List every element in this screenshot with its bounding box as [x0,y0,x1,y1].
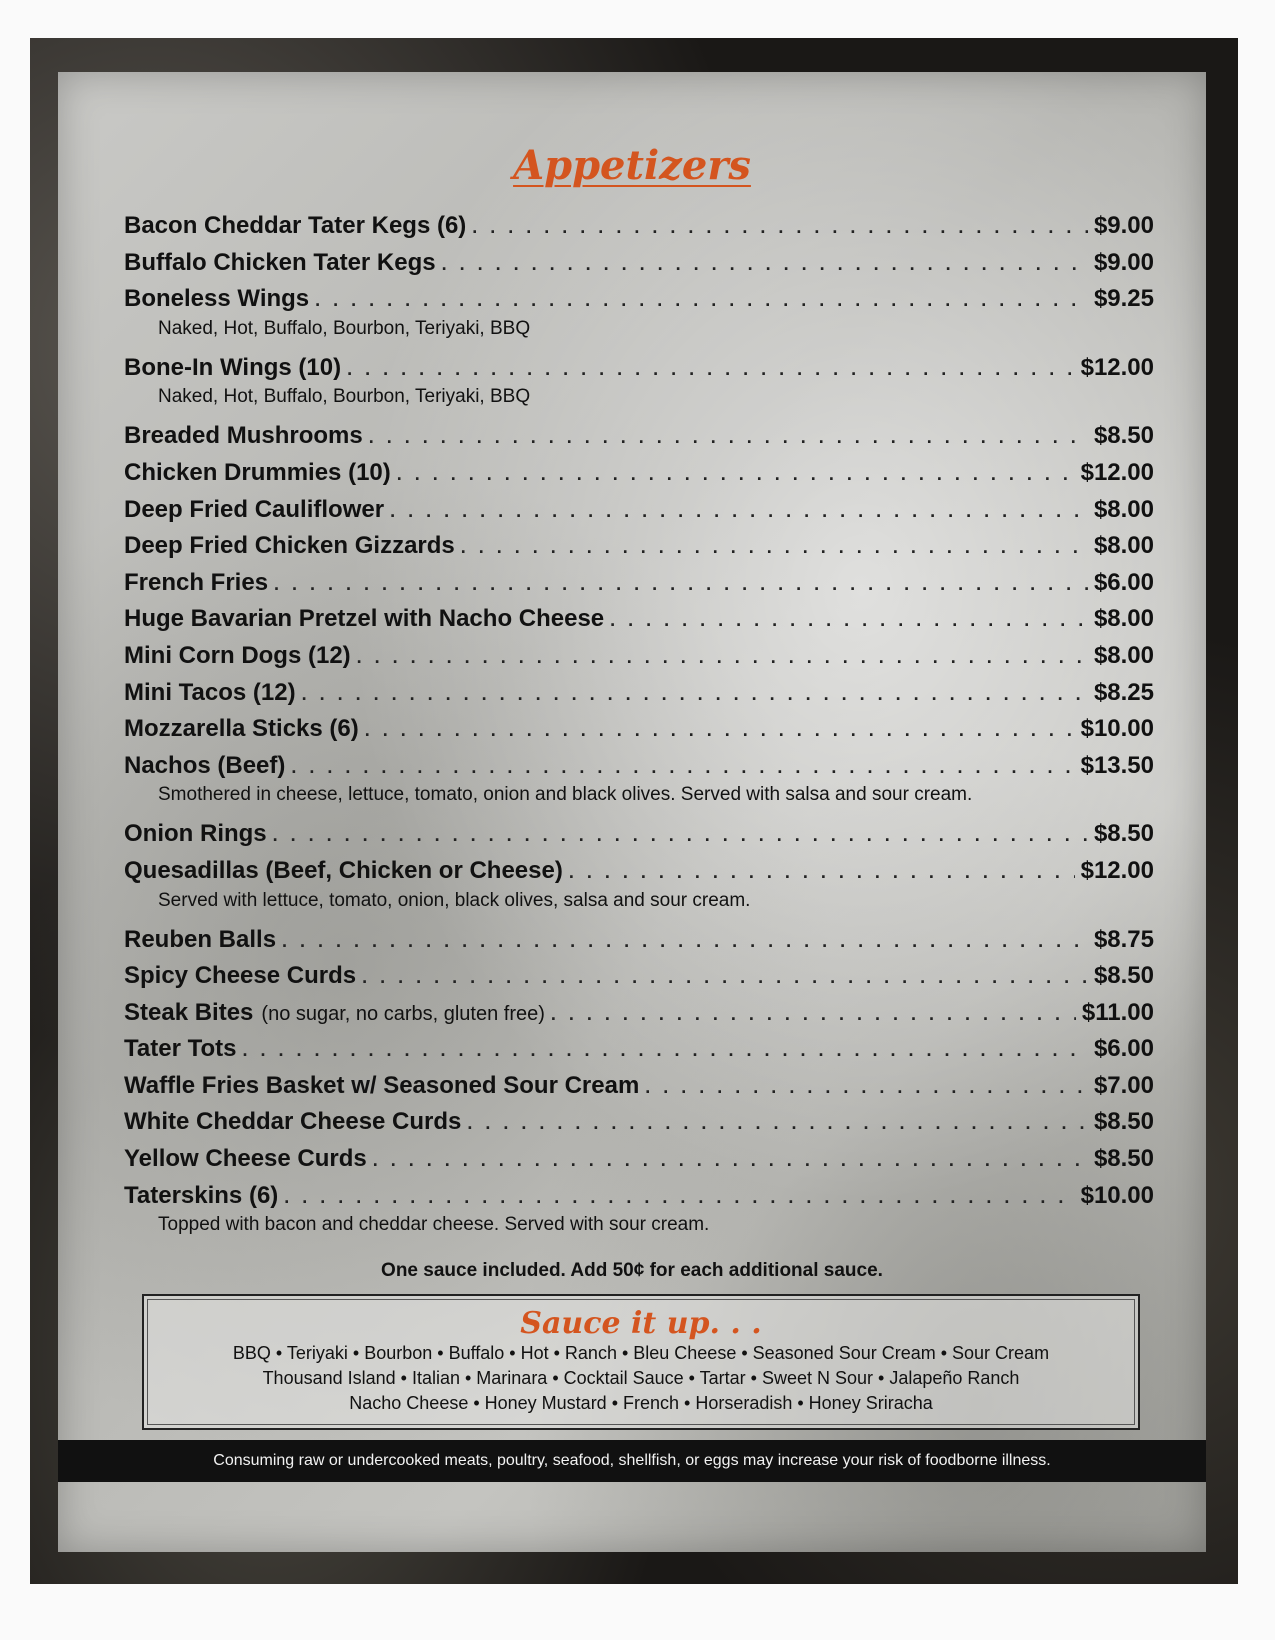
menu-item-name: Breaded Mushrooms [124,422,363,450]
menu-item-price: $8.00 [1093,641,1154,669]
menu-item [124,820,1154,857]
dot-leader [461,537,1088,558]
menu-item-row [124,1035,1154,1072]
menu-item-name: Tater Tots [124,1035,237,1063]
menu-item-name: Boneless Wings [124,285,310,313]
menu-item-price: $8.50 [1093,962,1154,990]
menu-item-name: French Fries [124,568,269,596]
menu-item-row [124,1072,1154,1109]
menu-item-price: $12.00 [1080,458,1154,486]
menu-item [124,999,1154,1036]
menu-item-price: $8.50 [1093,820,1154,848]
dot-leader [373,1150,1088,1171]
menu-item [124,752,1154,815]
dot-leader [467,1113,1088,1134]
menu-item [124,605,1154,642]
page-title: Appetizers [513,142,751,189]
dot-leader [302,684,1088,705]
menu-item-price: $11.00 [1081,998,1154,1026]
menu-item-row [124,642,1154,679]
menu-item-name: Buffalo Chicken Tater Kegs [124,248,436,276]
menu-item [124,496,1154,533]
menu-item-name: Quesadillas (Beef, Chicken or Cheese) [124,856,563,884]
menu-item-price: $6.00 [1093,568,1154,596]
menu-item [124,354,1154,417]
sauce-note: One sauce included. Add 50¢ for each additional sauce. [381,1260,883,1281]
menu-item-row [124,1182,1154,1219]
sauce-box [142,1294,1140,1430]
menu-item [124,1145,1154,1182]
menu-item [124,962,1154,999]
menu-item-price: $7.00 [1093,1071,1154,1099]
menu-item-name: Steak Bites [124,998,254,1026]
menu-item-price: $8.00 [1093,605,1154,633]
sauce-title: Sauce it up. . . [520,1306,762,1341]
dot-leader [610,610,1088,631]
menu-item-row [124,354,1154,391]
dot-leader [357,647,1088,668]
menu-item-price: $8.00 [1093,532,1154,560]
menu-item-name: Yellow Cheese Curds [124,1145,367,1173]
dot-leader [284,1187,1074,1208]
menu-item-description: Topped with bacon and cheddar cheese. Served with sour cream. [158,1214,710,1236]
menu-item-name: Reuben Balls [124,925,277,953]
health-warning-bar: Consuming raw or undercooked meats, poultry, seafood, shellfish, or eggs may increase your risk of foodborne illness. [58,1440,1206,1482]
menu-item-row [124,926,1154,963]
menu-item-name: Onion Rings [124,820,267,848]
menu-item-row [124,962,1154,999]
menu-item-price: $10.00 [1080,1181,1154,1209]
menu-item [124,642,1154,679]
menu-item-price: $12.00 [1080,353,1154,381]
menu-item-price: $6.00 [1093,1035,1154,1063]
menu-item-price: $10.00 [1080,715,1154,743]
menu-item-price: $8.00 [1093,495,1154,523]
menu-item-price: $9.00 [1093,212,1154,239]
dot-leader [242,1040,1087,1061]
menu-item-name: Spicy Cheese Curds [124,962,357,990]
sauce-line: Nacho Cheese • Honey Mustard • French • Horseradish • Honey Sriracha [349,1393,933,1413]
menu-item [124,1035,1154,1072]
menu-item-name: Deep Fried Cauliflower [124,495,385,523]
menu-item-price: $8.50 [1093,1108,1154,1136]
menu-item-row [124,1108,1154,1145]
menu-item-row [124,569,1154,606]
menu-item [124,1182,1154,1245]
menu-item-row [124,459,1154,496]
menu-items-list [124,212,1154,1250]
menu-item [124,422,1154,459]
menu-item [124,679,1154,716]
dot-leader [569,862,1075,883]
menu-item-name: Mozzarella Sticks (6) [124,715,359,743]
dot-leader [362,967,1088,988]
dot-leader [291,757,1074,778]
menu-item-row [124,496,1154,533]
menu-item [124,715,1154,752]
menu-item-name: Bacon Cheddar Tater Kegs (6) [124,212,467,239]
menu-item-price: $8.25 [1093,678,1154,706]
dot-leader [390,501,1088,522]
dot-leader [274,574,1088,595]
menu-item-row [124,285,1154,322]
menu-item-name: Chicken Drummies (10) [124,458,391,486]
menu-item-row [124,857,1154,894]
menu-item-price: $8.50 [1093,422,1154,450]
menu-item-name: Taterskins (6) [124,1181,279,1209]
menu-item [124,926,1154,963]
menu-item [124,212,1154,249]
menu-item-row [124,1145,1154,1182]
menu-item [124,249,1154,286]
dot-leader [397,464,1075,485]
menu-item-description: Served with lettuce, tomato, onion, black olives, salsa and sour cream. [158,889,751,911]
menu-item-note: (no sugar, no carbs, gluten free) [261,1002,545,1025]
dot-leader [369,427,1088,448]
dot-leader [315,290,1088,311]
menu-item [124,569,1154,606]
menu-item-name: Mini Corn Dogs (12) [124,641,351,669]
menu-item-row [124,715,1154,752]
menu-item [124,857,1154,920]
camo-frame [30,38,1238,1584]
menu-item-name: Huge Bavarian Pretzel with Nacho Cheese [124,605,605,633]
dot-leader [645,1077,1088,1098]
menu-item-row [124,422,1154,459]
menu-item [124,459,1154,496]
menu-item [124,532,1154,569]
menu-item-description: Smothered in cheese, lettuce, tomato, onion and black olives. Served with salsa and sour cream. [158,784,973,806]
menu-panel [58,72,1206,1552]
menu-item-name: Deep Fried Chicken Gizzards [124,532,455,560]
menu-item-name: Nachos (Beef) [124,751,286,779]
sauce-line: BBQ • Teriyaki • Bourbon • Buffalo • Hot • Ranch • Bleu Cheese • Seasoned Sour Cream • Sour Cream [232,1343,1050,1363]
menu-item-description: Naked, Hot, Buffalo, Bourbon, Teriyaki, BBQ [158,317,531,339]
menu-item-name: Mini Tacos (12) [124,678,296,706]
menu-item-price: $13.50 [1080,751,1154,779]
menu-item-price: $9.00 [1093,248,1154,276]
menu-item-price: $8.75 [1093,925,1154,953]
menu-item-price: $8.50 [1093,1145,1154,1173]
menu-item-row [124,212,1154,249]
menu-item [124,1108,1154,1145]
menu-item-row [124,679,1154,716]
dot-leader [282,931,1088,952]
menu-item-row [124,532,1154,569]
menu-item-name: White Cheddar Cheese Curds [124,1108,462,1136]
menu-item-price: $9.25 [1093,285,1154,313]
menu-item-name: Bone-In Wings (10) [124,353,342,381]
menu-item-price: $12.00 [1080,856,1154,884]
menu-item-row [124,249,1154,286]
dot-leader [442,254,1088,275]
menu-item-row [124,605,1154,642]
menu-item [124,285,1154,348]
dot-leader [273,825,1088,846]
dot-leader [365,720,1075,741]
dot-leader [347,359,1074,380]
menu-item [124,1072,1154,1109]
dot-leader [472,217,1088,238]
menu-item-row [124,999,1154,1036]
menu-item-description: Naked, Hot, Buffalo, Bourbon, Teriyaki, BBQ [158,386,531,408]
sauce-line: Thousand Island • Italian • Marinara • Cocktail Sauce • Tartar • Sweet N Sour • Jalapeño Ranch [262,1368,1020,1388]
menu-item-name: Waffle Fries Basket w/ Seasoned Sour Cream [124,1071,640,1099]
menu-item-row [124,752,1154,789]
dot-leader [551,1004,1076,1025]
menu-item-row [124,820,1154,857]
